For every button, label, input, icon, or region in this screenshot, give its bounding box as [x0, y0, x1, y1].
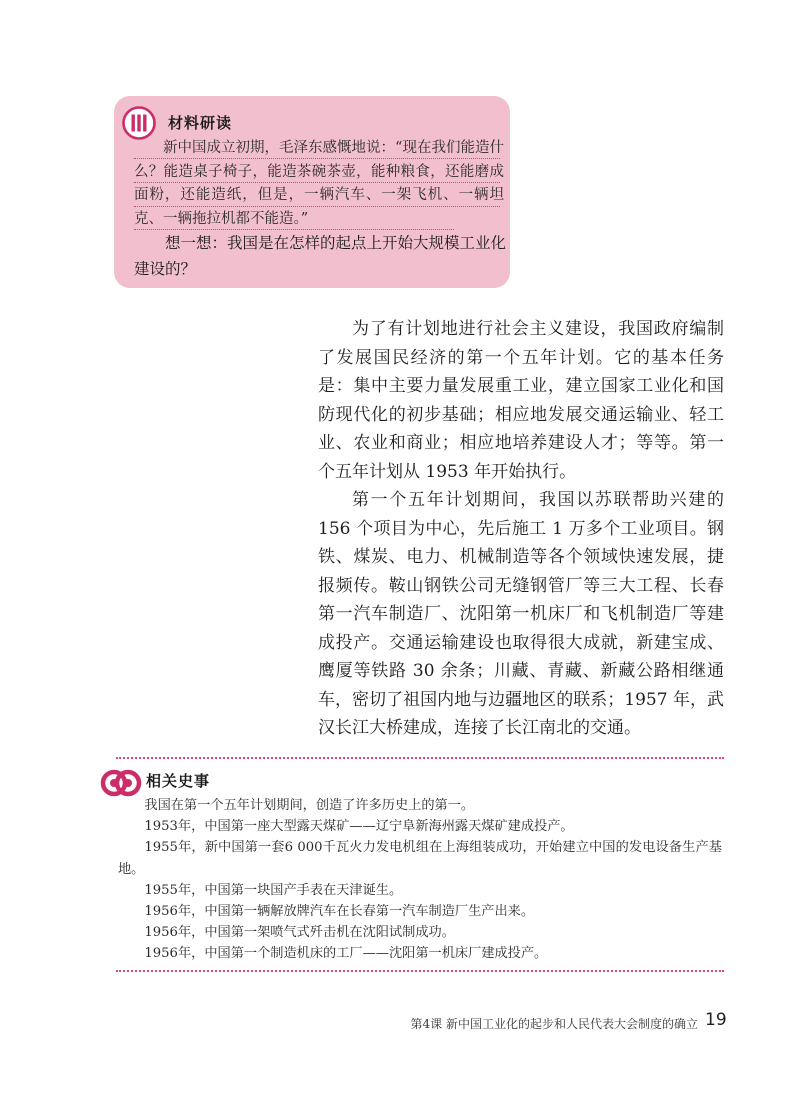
main-text — [318, 315, 724, 743]
quote-underline — [134, 206, 500, 207]
material-quote: 新中国成立初期，毛泽东感慨地说：“现在我们能造什么？能造桌子椅子，能造茶碗茶壶，能种粮食，还能磨成面粉，还能造纸，但是，一辆汽车、一架飞机、一辆坦克、一辆拖拉机都不能造。” — [134, 140, 504, 227]
history-bottom-rule — [116, 970, 724, 972]
history-item: 1955年，新中国第一套6 000千瓦火力发电机组在上海组装成功，开始建立中国的发电设备生产基地。 — [118, 840, 722, 877]
history-top-rule — [116, 757, 724, 759]
history-item: 1953年，中国第一座大型露天煤矿——辽宁阜新海州露天煤矿建成投产。 — [144, 819, 574, 835]
history-item: 1956年，中国第一架喷气式歼击机在沈阳试制成功。 — [144, 925, 455, 941]
quote-underline — [134, 182, 500, 183]
three-bars-icon — [122, 106, 156, 140]
lesson-footer: 第4课 新中国工业化的起步和人民代表大会制度的确立 — [410, 1017, 698, 1031]
material-title: 材料研读 — [168, 114, 233, 132]
quote-underline — [134, 158, 500, 159]
main-paragraph: 第一个五年计划期间，我国以苏联帮助兴建的 156 个项目为中心，先后施工 1 万多个工业项目。钢铁、煤炭、电力、机械制造等各个领域快速发展，捷报频传。鞍山钢铁公司无缝钢管厂等三大工程、长春第一汽车制造厂、沈阳第一机床厂和飞机制造厂等建成投产。交通运输建设也取得很大成就，新建宝成、鹰厦等铁路 30 余条；川藏、青藏、新藏公路相继通车，密切了祖国内地与边疆地区的联系；1957 年，武汉长江大桥建成，连接了长江南北的交通。 — [318, 490, 724, 738]
history-item: 我国在第一个五年计划期间，创造了许多历史上的第一。 — [144, 798, 475, 813]
history-item: 1955年，中国第一块国产手表在天津诞生。 — [144, 882, 403, 898]
material-study-box — [114, 96, 510, 288]
history-item: 1956年，中国第一辆解放牌汽车在长春第一汽车制造厂生产出来。 — [144, 904, 535, 920]
page-number: 19 — [705, 1010, 727, 1030]
history-item: 1956年，中国第一个制造机床的工厂——沈阳第一机床厂建成投产。 — [144, 946, 548, 962]
history-title: 相关史事 — [146, 772, 211, 790]
material-question: 想一想：我国是在怎样的起点上开始大规模工业化建设的？ — [134, 234, 507, 278]
history-list — [118, 795, 722, 965]
main-paragraph: 为了有计划地进行社会主义建设，我国政府编制了发展国民经济的第一个五年计划。它的基本任务是：集中主要力量发展重工业，建立国家工业化和国防现代化的初步基础；相应地发展交通运输业、轻工业、农业和商业；相应地培养建设人才；等等。第一个五年计划从 1953 年开始执行。 — [318, 319, 724, 482]
